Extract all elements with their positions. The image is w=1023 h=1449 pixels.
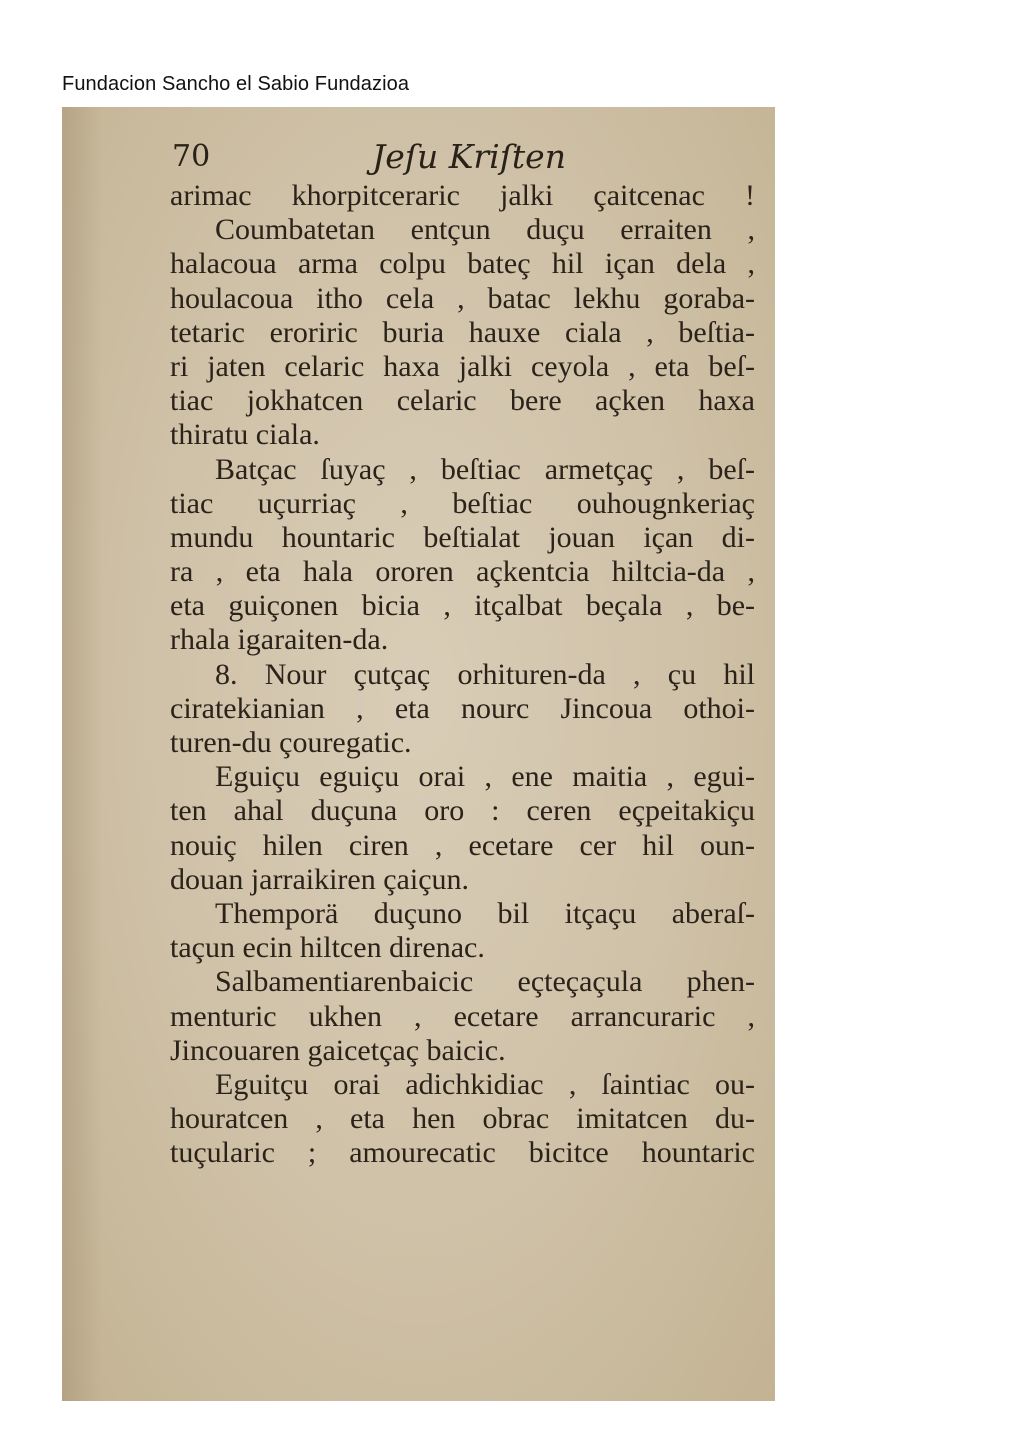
text-line: tiac uçurriaç , beſtiac ouhougnkeriaç xyxy=(170,486,755,520)
text-line: taçun ecin hiltcen direnac. xyxy=(170,931,485,965)
text-line: nouiç hilen ciren , ecetare cer hil oun- xyxy=(170,828,755,862)
text-line: ri jaten celaric haxa jalki ceyola , eta beſ- xyxy=(170,349,755,383)
text-line: halacoua arma colpu bateç hil içan dela , xyxy=(170,247,755,281)
text-line: Batçac ſuyaç , beſtiac armetçaç , beſ- xyxy=(215,452,755,486)
page-number: 70 xyxy=(172,139,211,174)
body-text xyxy=(170,179,755,1170)
running-title: Jeſu Kriſten xyxy=(372,137,566,176)
text-line: ra , eta hala ororen açkentcia hiltcia-da , xyxy=(170,555,755,589)
scanned-book-page xyxy=(62,107,775,1401)
text-line: eta guiçonen bicia , itçalbat beçala , be- xyxy=(170,589,755,623)
text-line: Jincouaren gaicetçaç baicic. xyxy=(170,1033,506,1067)
text-line: Themporä duçuno bil itçaçu aberaſ- xyxy=(215,896,755,930)
text-line: rhala igaraiten-da. xyxy=(170,623,389,657)
text-line: 8. Nour çutçaç orhituren-da , çu hil xyxy=(215,657,755,691)
text-line: tuçularic ; amourecatic bicitce hountaric xyxy=(170,1136,755,1170)
text-line: douan jarraikiren çaiçun. xyxy=(170,862,470,896)
text-line: arimac khorpitceraric jalki çaitcenac ! xyxy=(170,179,755,212)
text-line: houratcen , eta hen obrac imitatcen du- xyxy=(170,1102,755,1136)
text-line: ciratekianian , eta nourc Jincoua othoi- xyxy=(170,691,755,725)
text-line: houlacoua itho cela , batac lekhu goraba- xyxy=(170,281,755,315)
source-header: Fundacion Sancho el Sabio Fundazioa xyxy=(62,73,410,95)
text-line: Coumbatetan entçun duçu erraiten , xyxy=(215,213,755,247)
text-line: Eguiçu eguiçu orai , ene maitia , egui- xyxy=(215,760,755,794)
text-line: Salbamentiarenbaicic eçteçaçula phen- xyxy=(215,965,755,999)
text-line: Eguitçu orai adichkidiac , ſaintiac ou- xyxy=(215,1067,755,1101)
text-line: ten ahal duçuna oro : ceren eçpeitakiçu xyxy=(170,794,755,828)
text-line: tiac jokhatcen celaric bere açken haxa xyxy=(170,384,755,418)
text-line: thiratu ciala. xyxy=(170,418,320,452)
running-head xyxy=(172,139,672,179)
text-line: mundu hountaric beſtialat jouan içan di- xyxy=(170,520,755,554)
text-line: tetaric eroriric buria hauxe ciala , beſtia- xyxy=(170,315,755,349)
text-line: turen-du çouregatic. xyxy=(170,726,412,759)
text-line: menturic ukhen , ecetare arrancuraric , xyxy=(170,999,755,1033)
